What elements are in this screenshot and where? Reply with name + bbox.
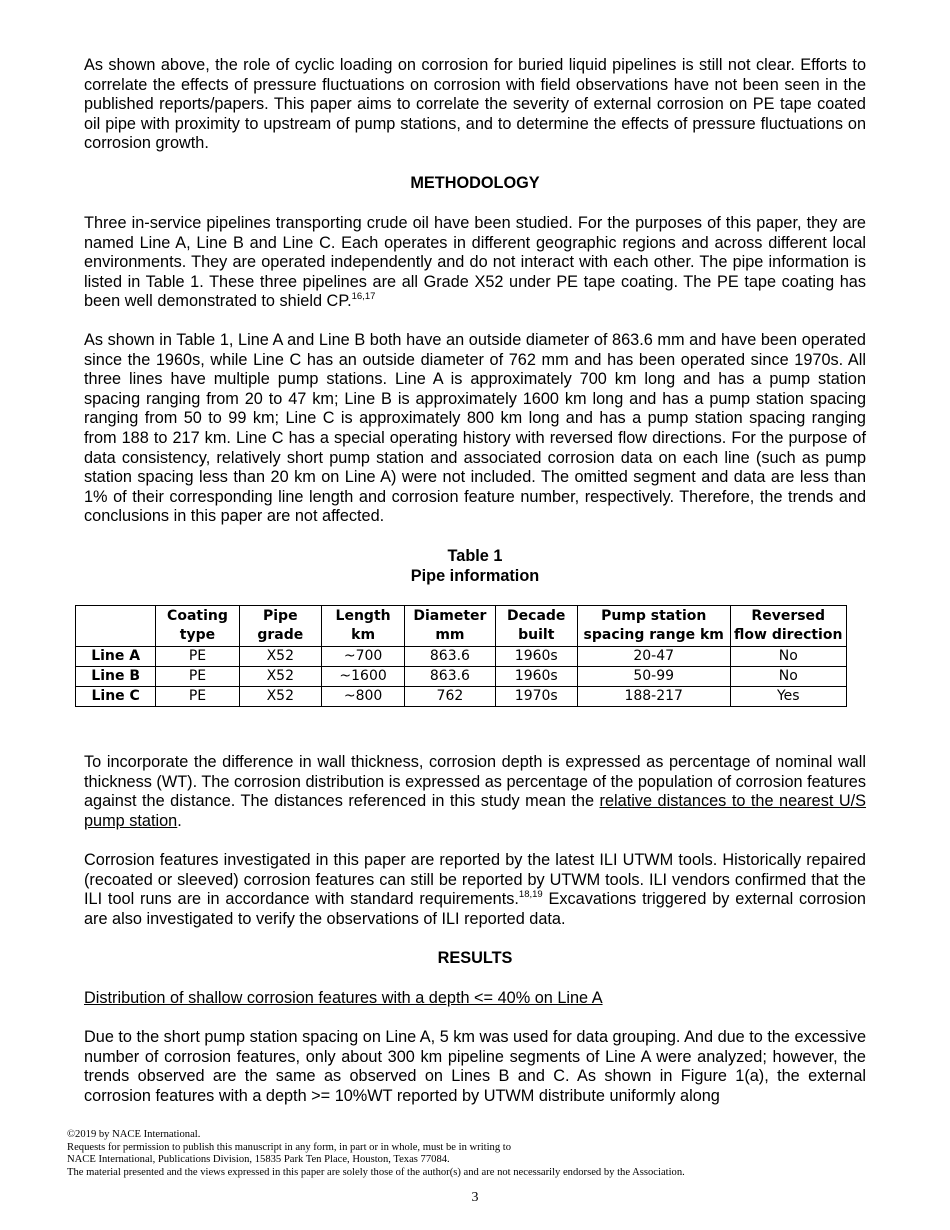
table-cell: 20-47 — [577, 647, 730, 667]
table-cell: 863.6 — [405, 667, 495, 687]
footer-disclaimer: The material presented and the views expressed in this paper are solely those of the author(s) and are not necessarily endorsed by the Association. — [67, 1166, 685, 1178]
intro-paragraph: As shown above, the role of cyclic loading on corrosion for buried liquid pipelines is still not clear. Efforts to correlate the effects of pressure fluctuations on corrosion with field observations have not been seen in the published reports/papers. This paper aims to correlate the severity of external corrosion on PE tape coated oil pipe with proximity to upstream of pump stations, and to determine the effects of pressure fluctuations on corrosion growth. — [84, 56, 866, 153]
column-header: Reversed flow direction — [730, 606, 847, 647]
ili-paragraph: Corrosion features investigated in this paper are reported by the latest ILI UTWM tools. Historically repaired (recoated or sleeved) corrosion features can still be reported by UTWM tools. ILI vendors confirmed that the ILI tool runs are in accordance with standard requirements.$^{18,19}$ Excavations triggered by external corrosion are also investigated to verify the observations of ILI reported data. — [84, 851, 866, 928]
wall-thickness-paragraph: To incorporate the difference in wall thickness, corrosion depth is expressed as percentage of nominal wall thickness (WT). The corrosion distribution is expressed as percentage of the population of corrosion features against the distance. The distances referenced in this study mean the relative distances to the nearest U/S pump station. — [84, 753, 867, 830]
column-header: Diameter mm — [405, 606, 495, 647]
column-header: Length km — [321, 606, 404, 647]
citation-16-17: 16,17 — [351, 291, 376, 303]
methodology-paragraph-2: As shown in Table 1, Line A and Line B both have an outside diameter of 863.6 mm and have been operated since the 1960s, while Line C has an outside diameter of 762 mm and has been operated since 1970s. All three lines have multiple pump stations. Line A is approximately 700 km long and has a pump station spacing ranging from 20 to 47 km; Line B is approximately 1600 km long and has a pump station spacing ranging from 50 to 99 km; Line C is approximately 800 km long and has a pump station spacing ranging from 188 to 217 km. Line C has a special operating history with reversed flow directions. For the purpose of data consistency, relatively short pump station and associated corrosion data on each line (such as pump station spacing less than 20 km on Line A) were not included. The omitted segment and data are less than 1% of their corresponding line length and corrosion feature number, respectively. Therefore, the trends and conclusions in this paper are not affected. — [84, 331, 866, 526]
table-cell: 50-99 — [577, 667, 730, 687]
ili-paragraph-block — [84, 851, 866, 929]
table-cell: X52 — [239, 667, 321, 687]
footer-address: NACE International, Publications Division, 15835 Park Ten Place, Houston, Texas 77084. — [67, 1154, 450, 1166]
table-cell: 1960s — [495, 647, 577, 667]
results-paragraph-block — [84, 1028, 866, 1106]
results-subheading-block — [84, 989, 866, 1009]
row-header: Line A — [76, 647, 156, 667]
table-cell: No — [730, 647, 847, 667]
methodology-paragraph-2-block — [84, 331, 866, 527]
table-cell: No — [730, 667, 847, 687]
footer — [67, 1129, 887, 1179]
table-corner-cell — [76, 606, 156, 647]
table-cell: ~700 — [321, 647, 404, 667]
citation-18-19: 18,19 — [518, 889, 543, 901]
row-header: Line B — [76, 667, 156, 687]
pipe-information-table — [75, 605, 847, 707]
methodology-heading: METHODOLOGY — [410, 174, 540, 192]
methodology-paragraph-1 — [84, 214, 866, 312]
table-header-row — [76, 606, 847, 647]
column-header: Coating type — [156, 606, 239, 647]
relative-distance-definition: relative distances to the nearest U/S pump station — [84, 792, 867, 830]
methodology-paragraph-1-block — [84, 214, 866, 312]
table-cell: ~1600 — [321, 667, 404, 687]
table-number: Table 1 — [447, 547, 503, 565]
table-cell: 1970s — [495, 687, 577, 707]
table-cell: X52 — [239, 687, 321, 707]
table-cell: X52 — [239, 647, 321, 667]
table-cell: PE — [156, 687, 239, 707]
table-row — [76, 687, 847, 707]
table-cell: 863.6 — [405, 647, 495, 667]
methodology-paragraph-1-text: Three in-service pipelines transporting crude oil have been studied. For the purposes of this paper, they are named Line A, Line B and Line C. Each operates in different geographic regions and across different local environments. They are operated independently and do not interact with each other. The pipe information is listed in Table 1. These three pipelines are all Grade X52 under PE tape coating. The PE tape coating has been well demonstrated to shield CP. — [84, 214, 866, 311]
footer-permission: Requests for permission to publish this manuscript in any form, in part or in whole, must be in writing to — [67, 1141, 512, 1153]
table-cell: 762 — [405, 687, 495, 707]
table-title: Pipe information — [410, 567, 540, 585]
column-header: Pipe grade — [239, 606, 321, 647]
results-paragraph-1: Due to the short pump station spacing on Line A, 5 km was used for data grouping. And due to the excessive number of corrosion features, only about 300 km pipeline segments of Line A were analyzed; however, the trends observed are the same as observed on Lines B and C. As shown in Figure 1(a), the external corrosion features with a depth >= 10%WT reported by UTWM distribute uniformly along — [84, 1028, 866, 1105]
results-heading: RESULTS — [437, 949, 513, 967]
table-row — [76, 647, 847, 667]
intro-paragraph-block — [84, 56, 866, 154]
table-cell: 1960s — [495, 667, 577, 687]
row-header: Line C — [76, 687, 156, 707]
table-cell: PE — [156, 667, 239, 687]
footer-copyright: ©2019 by NACE International. — [67, 1129, 201, 1140]
table-cell: 188-217 — [577, 687, 730, 707]
table-row — [76, 667, 847, 687]
column-header: Decade built — [495, 606, 577, 647]
column-header: Pump station spacing range km — [577, 606, 730, 647]
page-number: 3 — [471, 1190, 479, 1205]
table-cell: PE — [156, 647, 239, 667]
table-caption — [84, 546, 866, 586]
results-subheading: Distribution of shallow corrosion features with a depth <= 40% on Line A — [84, 989, 603, 1007]
wall-thickness-paragraph-block — [84, 753, 866, 831]
table-cell: Yes — [730, 687, 847, 707]
table-cell: ~800 — [321, 687, 404, 707]
